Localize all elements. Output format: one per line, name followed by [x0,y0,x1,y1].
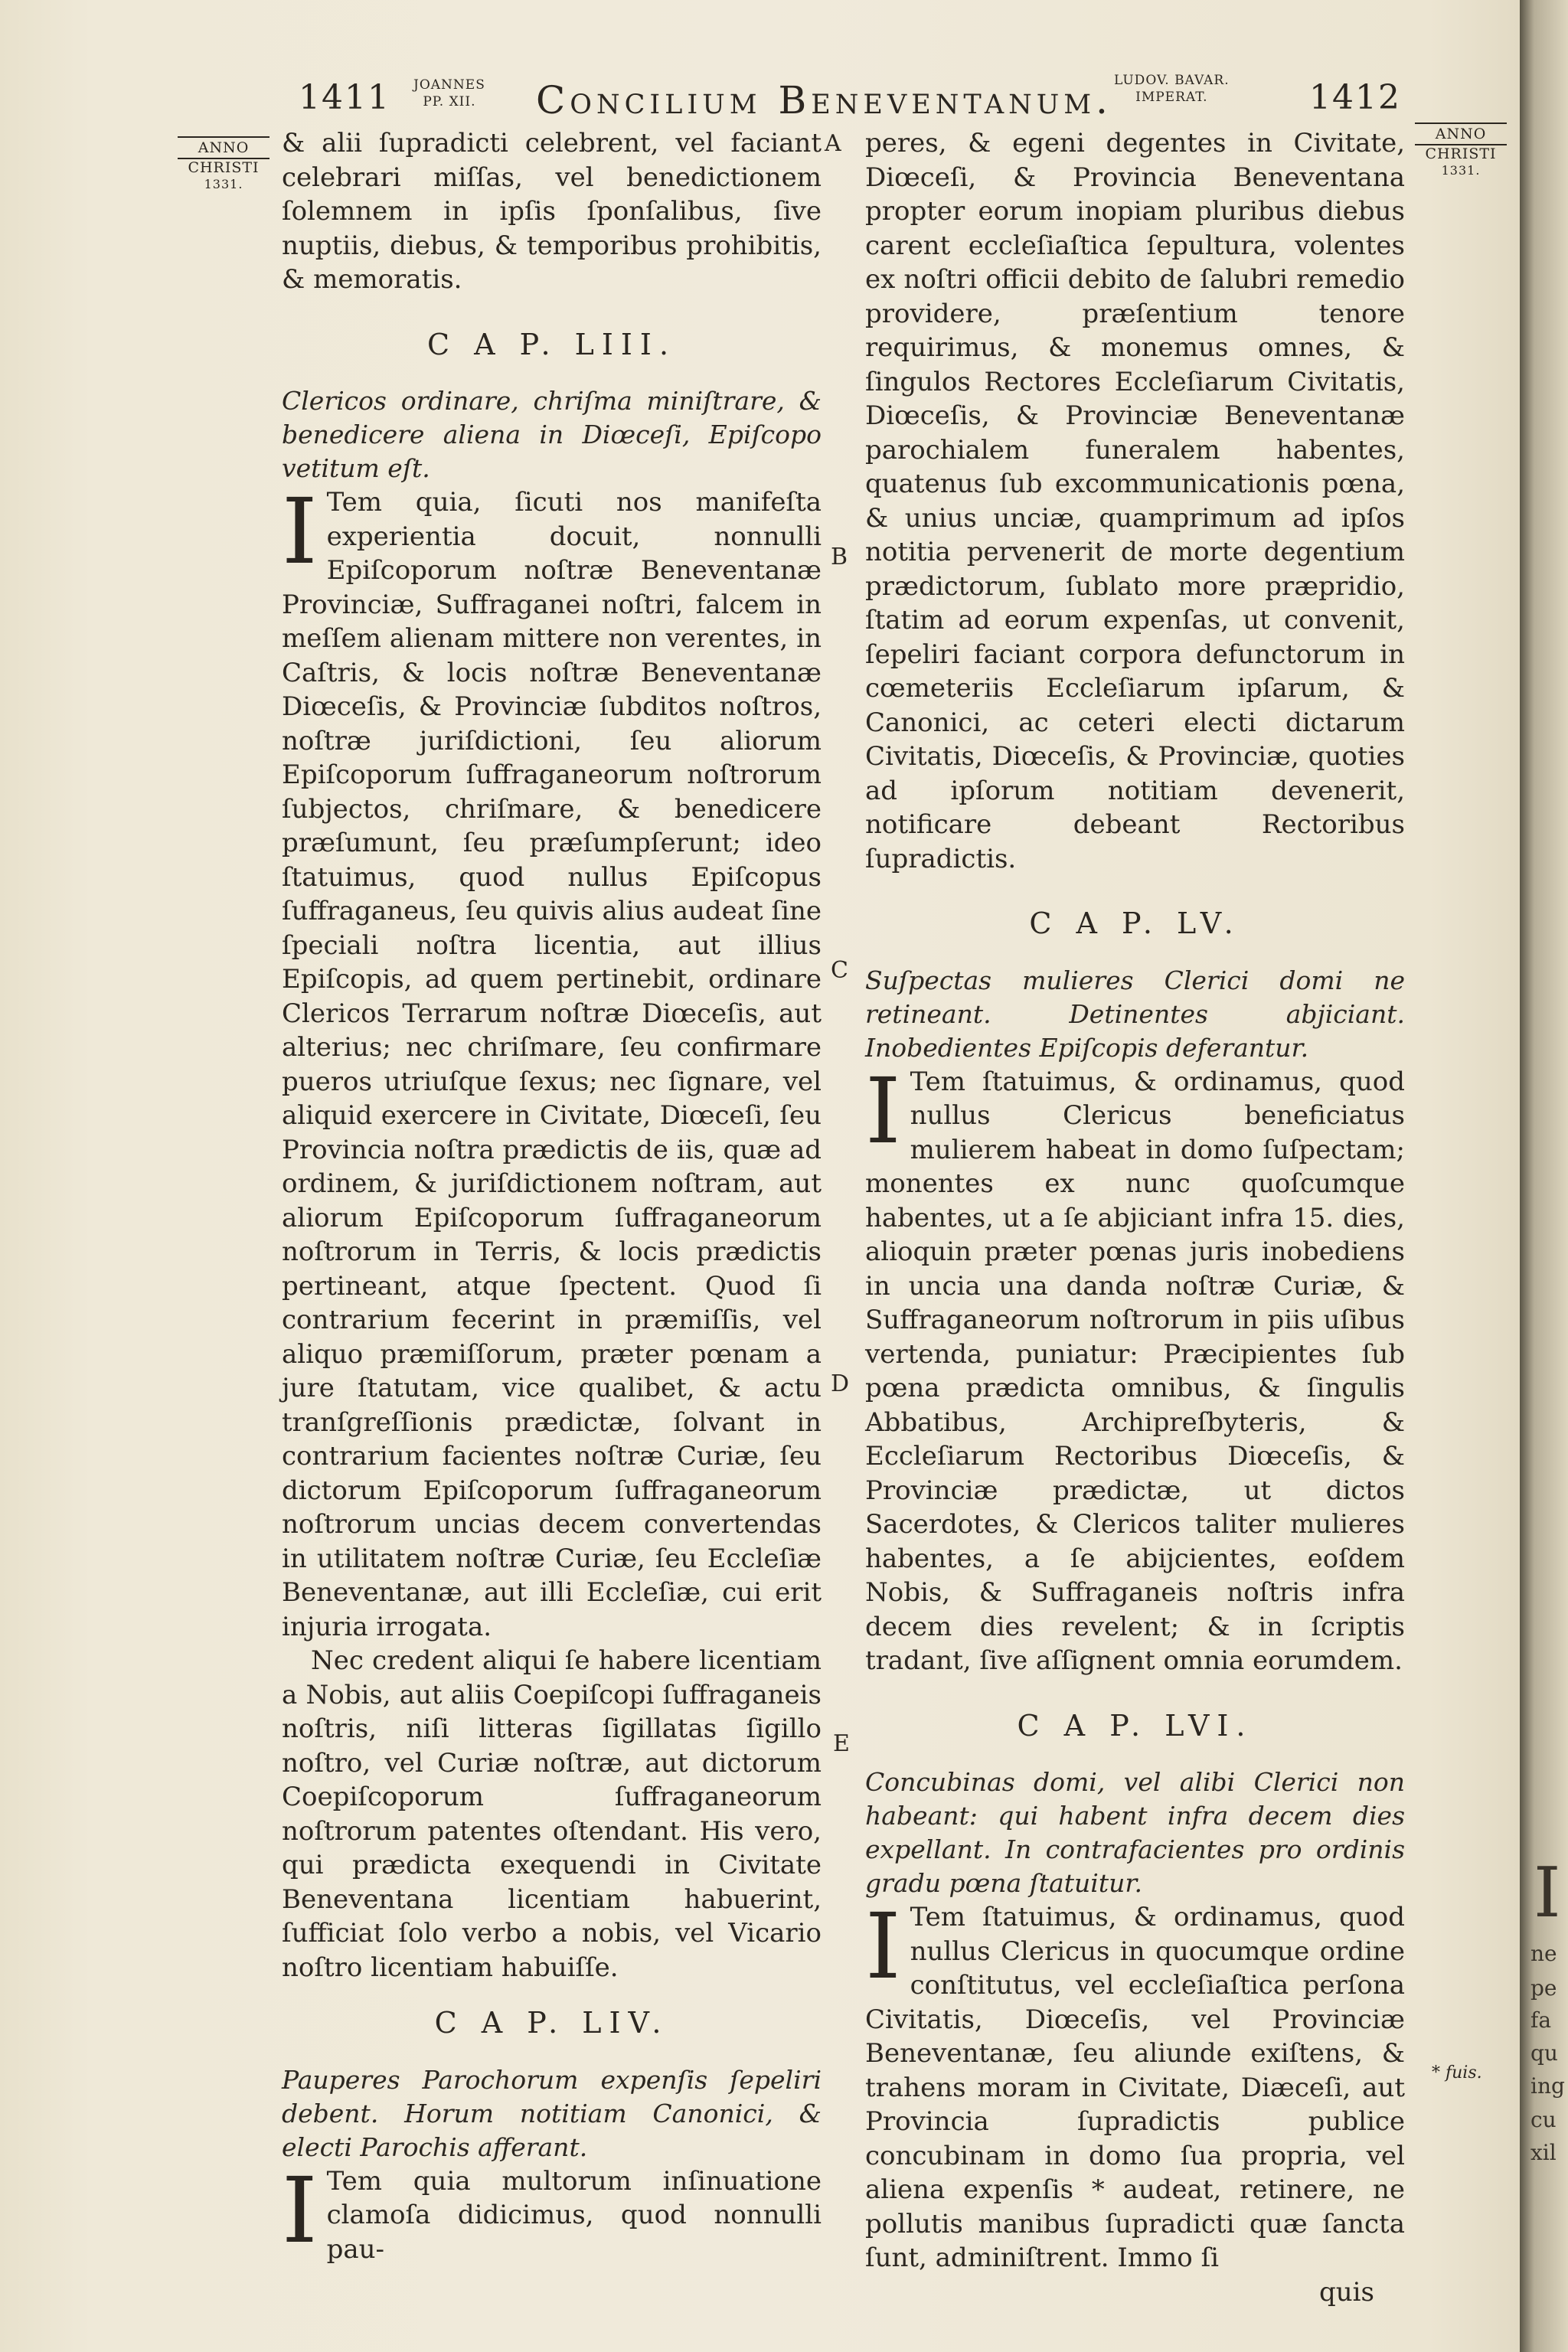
cap-53-heading: C A P. LIII. [426,327,677,361]
left-christi-label: CHRISTI [188,159,260,176]
section-letter-a: A [825,130,841,157]
cap-53-text: Tem quia, ſicuti nos manifeſta experientia docuit, nonnulli Epiſcoporum noſtræ Beneventanæ Provinciæ, Suffraganei noſtri, falcem in meſſem alienam mittere non verentes, in Caſtris, & locis noſtræ Beneventanæ Diœceſis, & Provinciæ ſubditos noſtros, noſtræ juriſdictioni, ſeu aliorum Epiſcoporum ſuffraganeorum noſtrorum ſubjectos, chriſmare, & benedicere præſumunt, ſeu præſumpſerunt; ideo ſtatuimus, quod nullus Epiſcopus ſuffraganeus, ſeu quivis alius audeat ſine ſpeciali noſtra licentia, aut illius Epiſcopis, ad quem pertinebit, ordinare Clericos Terrarum noſtræ Diœceſis, aut alterius; nec chriſmare, ſeu confirmare pueros utriuſque ſexus; nec ſignare, vel aliquid exercere in Civitate, Diœceſi, ſeu Provincia noſtra prædictis de iis, quæ ad ordinem, & juriſdictionem noſtram, aut aliorum Epiſcoporum ſuffraganeorum noſtrorum in Terris, & locis prædictis pertineant, atque ſpectent. Quod ſi contrarium fecerint in præmiſſis, vel aliquo præmiſſorum, præter pœnam a jure ſtatutam, vice qualibet, & actu tranſgreſſionis prædictæ, ſolvant in contrarium facientes noſtræ Curiæ, ſeu dictorum Epiſcoporum ſuffraganeorum noſtrorum uncias decem convertendas in utilitatem noſtræ Curiæ, ſeu Eccleſiæ Beneventanæ, aut illi Eccleſiæ, cui erit injuria irrogata. [282,487,822,1642]
left-page-heading [413,77,485,110]
right-text-column [865,126,1405,2309]
section-letter-c: C [831,957,848,984]
cap-55-body [865,1057,1405,1678]
right-year-label: 1331. [1441,163,1481,178]
next-page-fragment-3: pe [1530,1975,1557,2001]
cap-53-body [282,479,822,1644]
next-page-fragment-5: qu [1530,2040,1558,2066]
right-anno-label: ANNO [1415,122,1507,145]
cap-55-summary: Suſpectas mulieres Clerici domi ne retineant. Detinentes abjiciant. Inobedientes Epiſcopis deferantur. [865,965,1405,1063]
cap-56-summary: Concubinas domi, vel alibi Clerici non habeant: qui habent infra decem dies expellant. In contrafacientes pro ordinis gradu pœna ſtatuitur. [865,1767,1405,1898]
footnote-variant: * fuis. [1432,2063,1482,2082]
left-heading-line1: JOANNES [413,77,485,93]
cap-55-initial: I [865,1057,901,1164]
cap-54-heading: C A P. LIV. [434,2006,669,2040]
left-margin-anno-note [178,136,270,193]
next-page-fragment-7: cu [1530,2107,1557,2132]
cap-56-text: Tem ſtatuimus, & ordinamus, quod nullus Clericus in quocumque ordine conſtitutus, vel eccleſiaſtica perſona Civitatis, Diœceſis, vel Provinciæ Beneventanæ, ſeu aliunde exiſtens, & trahens moram in Civitate, Diæceſi, aut Provincia ſupradictis publice concubinam in domo ſua propria, vel aliena expenſis * audeat, retinere, ne pollutis manibus ſupradicti quæ ſancta ſunt, adminiſtrent. Immo ſi [865,1902,1405,2273]
right-margin-anno-note [1415,122,1507,179]
cap-54-summary: Pauperes Parochorum expenſis ſepeliri debent. Horum notitiam Canonici, & electi Parochis afferant. [282,2064,822,2162]
running-header [0,70,1520,124]
cap-53-initial: I [282,479,318,584]
left-page-number: 1411 [299,78,390,117]
right-heading-line2: IMPERAT. [1135,90,1208,105]
section-letter-b: B [831,544,848,570]
cap-53-second-paragraph: Nec credent aliqui ſe habere licentiam a Nobis, aut aliis Coepiſcopi ſuffraganeis noſtris, niſi litteras ſigillatas ſigillo noſtro, vel Curiæ noſtræ, aut dictorum Coepiſcoporum ſuffraganeorum noſtrorum patentes oſtendant. His vero, qui prædicta exequendi in Civitate Beneventana licentiam habuerint, ſufficiat ſolo verbo a nobis, vel Vicario noſtro licentiam habuiſſe. [282,1645,822,1983]
right-christi-label: CHRISTI [1425,145,1497,162]
right-page-heading [1114,72,1230,106]
left-text-column [282,126,822,2266]
next-page-fragment-4: fa [1530,2007,1552,2033]
right-page-number: 1412 [1309,78,1401,117]
next-page-fragment-1: I [1534,1853,1561,1933]
cap-54-body [282,2157,822,2267]
left-opening-text: & alii ſupradicti celebrent, vel faciant celebrari miſſas, vel benedictionem ſolemnem in ipſis ſponſalibus, ſive nuptiis, diebus, & temporibus prohibitis, & memoratis. [282,128,822,295]
cap-56-heading: C A P. LVI. [1017,1708,1253,1743]
cap-54-continuation: peres, & egeni degentes in Civitate, Diœceſi, & Provincia Beneventana propter eorum inopiam pluribus diebus carent eccleſiaſtica ſepultura, volentes ex noſtri officii debito de ſalubri remedio providere, præſentium tenore requirimus, & monemus omnes, & ſingulos Rectores Eccleſiarum Civitatis, Diœceſis, & Provinciæ Beneventanæ parochialem funeralem habentes, quatenus ſub excommunicationis pœna, & unius unciæ, quamprimum ad ipſos notitia pervenerit de morte degentium prædictorum, ſublato more præpridio, ſtatim ad eorum expenſas, ut convenit, ſepeliri faciant corpora defunctorum in cœmeteriis Eccleſiarum ipſarum, & Canonici, ac ceteri electi dictarum Civitatis, Diœceſis, & Provinciæ, quoties ad ipſorum notitiam devenerit, notificare debeant Rectoribus ſupradictis. [865,128,1405,874]
left-anno-label: ANNO [178,136,270,159]
cap-54-text: Tem quia multorum inſinuatione clamoſa didicimus, quod nonnulli pau- [326,2165,822,2265]
cap-55-text: Tem ſtatuimus, & ordinamus, quod nullus Clericus beneficiatus mulierem habeat in domo ſuſpectam; monentes ex nunc quoſcumque habentes, ut a ſe abjiciant infra 15. dies, alioquin præter pœnas juris inobediens in uncia una danda noſtræ Curiæ, & Suffraganeorum noſtrorum in piis uſibus vertenda, puniatur: Præcipientes ſub pœna prædicta omnibus, & ſingulis Abbatibus, Archipreſbyteris, & Eccleſiarum Rectoribus Diœceſis, & Provinciæ prædictæ, ut dictos Sacerdotes, & Clericos taliter mulieres habentes, a ſe abijcientes, eoſdem Nobis, & Suffraganeis noſtris infra decem dies revelent; & in ſcriptis tradant, ſive aſſignent omnia eorumdem. [865,1066,1405,1676]
left-heading-line2: PP. XII. [423,94,476,109]
cap-53-summary: Clericos ordinare, chriſma miniſtrare, & benedicere aliena in Diœceſi, Epiſcopo vetitum eſt. [282,386,822,483]
cap-55-heading: C A P. LV. [1029,906,1241,940]
catchword: quis [1319,2276,1374,2308]
cap-54-initial: I [282,2157,318,2263]
section-letter-e: E [833,1730,850,1757]
running-title: Concilium Beneventanum. [536,78,1112,122]
left-year-label: 1331. [204,177,243,191]
section-letter-d: D [831,1370,850,1397]
cap-56-initial: I [865,1893,901,1999]
next-page-fragment-6: ing [1530,2073,1565,2099]
next-page-edge [1520,0,1568,2352]
next-page-fragment-8: xil [1530,2140,1557,2165]
next-page-fragment-2: ne [1530,1941,1557,1966]
right-heading-line1: LUDOV. BAVAR. [1114,73,1230,88]
cap-56-body [865,1893,1405,2275]
